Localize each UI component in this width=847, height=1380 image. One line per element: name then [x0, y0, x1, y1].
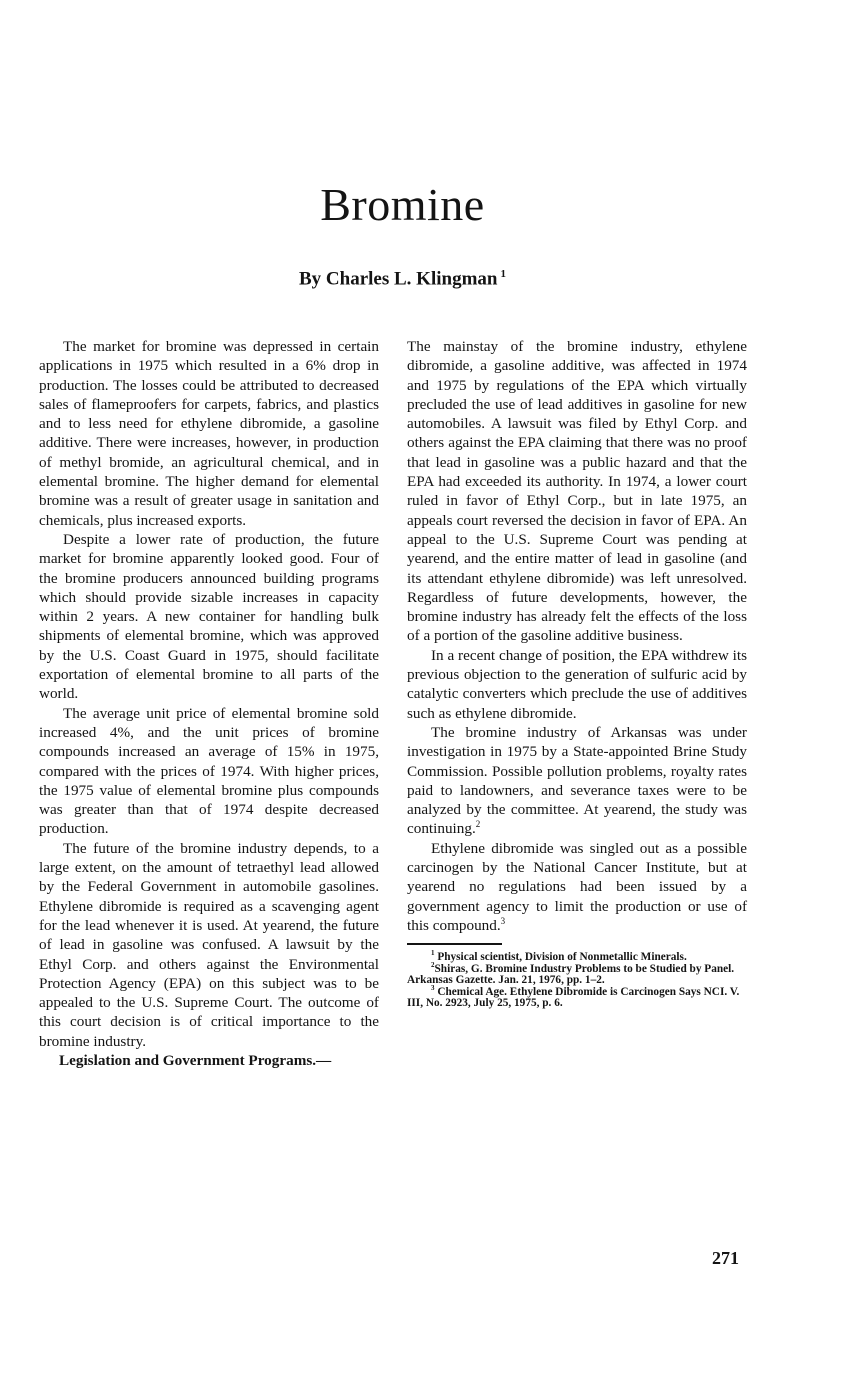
footnote-marker: 3: [500, 915, 506, 926]
footnote-text: Physical scientist, Division of Nonmetallic Minerals.: [437, 951, 687, 964]
right-column: [407, 337, 747, 1010]
footnote-marker: 1: [500, 268, 506, 280]
paragraph-text: The bromine industry of Arkansas was under investigation in 1975 by a State-appointed Brine Study Commission. Possible pollution problems, royalty rates paid to landowners, and severance taxes were to be analyzed by the committee. At yearend, the study was continuing.: [407, 723, 747, 838]
body-paragraph: The future of the bromine industry depends, to a large extent, on the amount of tetraethyl lead allowed by the Federal Government in automobile gasolines. Ethylene dibromide is required as a scavenging agent for the lead whenever it is used. At yearend, the future of lead in gasoline was confused. A lawsuit by the Ethyl Corp. and others against the Environmental Protection Agency (EPA) on this subject was to be appealed to the U.S. Supreme Court. The outcome of this court decision is of critical importance to the bromine industry.: [39, 839, 379, 1050]
body-paragraph: Despite a lower rate of production, the future market for bromine apparently looked good. Four of the bromine producers announced building programs which should provide sizable increases in capacity within 2 years. A new container for handling bulk shipments of elemental bromine, which was approved by the U.S. Coast Guard in 1975, should facilitate exportation of elemental bromine to all parts of the world.: [39, 530, 379, 703]
footnote-text: Chemical Age. Ethylene Dibromide is Carcinogen Says NCI. V. III, No. 2923, July 25, 1975, p. 6.: [407, 985, 740, 1010]
page-title: Bromine: [320, 179, 485, 230]
footnote-divider: [407, 943, 502, 945]
body-paragraph: [407, 723, 747, 839]
author-byline: [0, 268, 805, 290]
footnote-marker: 2: [475, 819, 481, 830]
footnote-marker: 3: [431, 983, 435, 992]
footnotes: [407, 949, 747, 1010]
footnote: [407, 983, 747, 1010]
body-paragraph: In a recent change of position, the EPA withdrew its previous objection to the generation of sulfuric acid by catalytic converters which preclude the use of additives such as ethylene dibromide.: [407, 646, 747, 722]
page-number: 271: [712, 1248, 739, 1268]
paragraph-text: Ethylene dibromide was singled out as a possible carcinogen by the National Cancer Institute, but at yearend no regulations had been issued by a government agency to limit the production or use of this compound.: [407, 839, 747, 934]
body-paragraph: [407, 839, 747, 935]
author-name: By Charles L. Klingman: [299, 268, 498, 290]
body-paragraph: The market for bromine was depressed in certain applications in 1975 which resulted in a 6% drop in production. The losses could be attributed to decreased sales of flameproofers for carpets, fabrics, and plastics and to less need for ethylene dibromide, a gasoline additive. There were increases, however, in production of methyl bromide, an agricultural chemical, and in elemental bromine. The higher demand for elemental bromine was a result of greater usage in sanitation and chemicals, plus increased exports.: [39, 338, 379, 529]
body-paragraph: The mainstay of the bromine industry, ethylene dibromide, a gasoline additive, was affected in 1974 and 1975 by regulations of the EPA which virtually precluded the use of lead additives in gasoline for new automobiles. A lawsuit was filed by Ethyl Corp. and others against the EPA claiming that there was no proof that lead in gasoline was a public hazard and that the EPA had exceeded its authority. In 1974, a lower court ruled in favor of Ethyl Corp., but in late 1975, an appeals court reversed the decision in favor of EPA. An appeal to the U.S. Supreme Court was pending at yearend, and the entire matter of lead in gasoline (and its attendant ethylene dibromide) was left unresolved. Regardless of future developments, however, the bromine industry has already felt the effects of the loss of a portion of the gasoline additive business.: [407, 338, 747, 645]
footnote-text: Shiras, G. Bromine Industry Problems to be Studied by Panel. Arkansas Gazette. Jan. 21, 1976, pp. 1–2.: [407, 962, 735, 987]
footnote: [407, 960, 747, 987]
body-paragraph: The average unit price of elemental bromine sold increased 4%, and the unit prices of bromine compounds increased an average of 15% in 1975, compared with the prices of 1974. With higher prices, the 1975 value of elemental bromine plus compounds was greater than that of 1974 despite decreased production.: [39, 704, 379, 838]
footnote-marker: 1: [431, 949, 435, 958]
section-heading: Legislation and Government Programs.—: [59, 1051, 332, 1069]
footnote-marker: 2: [431, 960, 435, 969]
left-column: [39, 337, 379, 1070]
